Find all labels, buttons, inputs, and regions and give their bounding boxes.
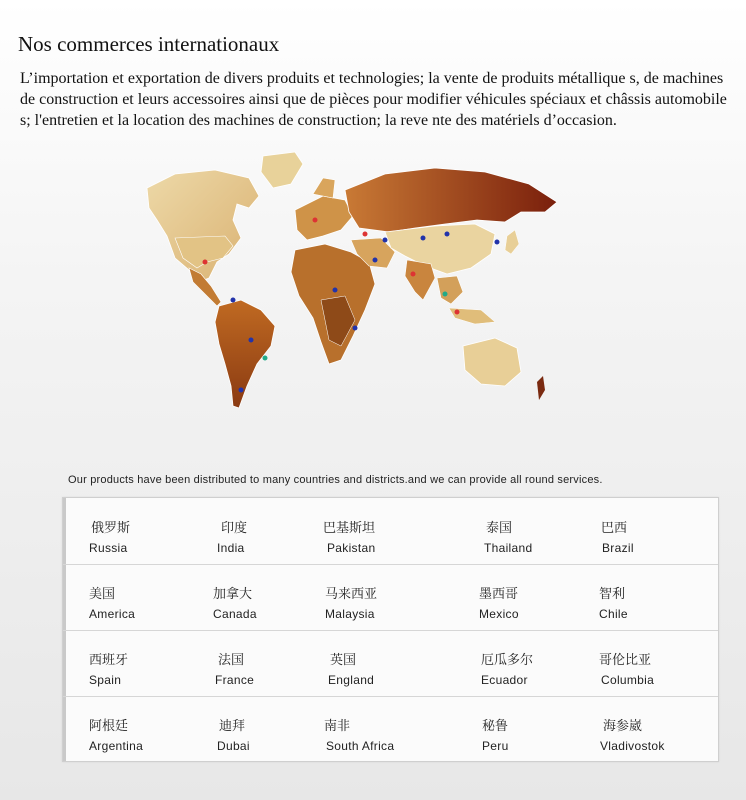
country-name-en: Peru bbox=[482, 739, 509, 753]
country-name-zh: 墨西哥 bbox=[479, 587, 519, 602]
country-name-en: Spain bbox=[89, 673, 122, 687]
country-row bbox=[63, 564, 718, 631]
page-title: Nos commerces internationaux bbox=[18, 32, 280, 56]
country-name-en: England bbox=[328, 673, 375, 687]
country-name-en: Argentina bbox=[89, 739, 144, 753]
country-name-zh: 南非 bbox=[324, 719, 351, 734]
country-name-en: Canada bbox=[213, 607, 257, 621]
country-name-zh: 马来西亚 bbox=[325, 587, 378, 602]
country-name-zh: 迪拜 bbox=[219, 719, 246, 734]
country-name-en: Dubai bbox=[217, 739, 250, 753]
country-name-en: Malaysia bbox=[325, 607, 375, 621]
world-map-icon bbox=[145, 150, 565, 412]
country-name-zh: 俄罗斯 bbox=[91, 521, 131, 536]
country-name-zh: 英国 bbox=[330, 653, 357, 668]
country-name-en: South Africa bbox=[326, 739, 395, 753]
country-name-en: Ecuador bbox=[481, 673, 528, 687]
country-name-zh: 哥伦比亚 bbox=[599, 653, 652, 668]
country-row bbox=[63, 498, 718, 565]
country-name-en: India bbox=[217, 541, 245, 555]
country-row bbox=[63, 696, 718, 762]
country-name-en: Pakistan bbox=[327, 541, 376, 555]
country-name-en: France bbox=[215, 673, 255, 687]
country-row bbox=[63, 630, 718, 697]
business-description: L’importation et exportation de divers produits et technologies; la vente de produits métallique s, de machines de construction et leurs accessoires ainsi que de pièces pour modifier véhicules spéciaux et châssis automobiles; l'entretien et la location des machines de construction; la reve nte des matériels d’occasion. bbox=[20, 70, 727, 129]
country-name-zh: 印度 bbox=[221, 521, 248, 536]
country-name-zh: 美国 bbox=[89, 587, 116, 602]
country-name-en: Russia bbox=[89, 541, 128, 555]
country-name-en: Columbia bbox=[601, 673, 655, 687]
country-name-en: Brazil bbox=[602, 541, 634, 555]
country-name-en: Thailand bbox=[484, 541, 533, 555]
country-name-zh: 巴基斯坦 bbox=[323, 521, 376, 536]
country-name-zh: 泰国 bbox=[486, 521, 513, 536]
country-name-en: Chile bbox=[599, 607, 628, 621]
country-name-en: Mexico bbox=[479, 607, 519, 621]
country-name-zh: 法国 bbox=[218, 653, 245, 668]
country-name-en: Vladivostok bbox=[600, 739, 665, 753]
country-name-zh: 秘鲁 bbox=[482, 719, 509, 734]
country-grid bbox=[62, 497, 719, 762]
country-name-zh: 巴西 bbox=[601, 521, 628, 536]
country-name-zh: 加拿大 bbox=[213, 587, 253, 602]
world-map bbox=[145, 150, 565, 412]
country-name-zh: 阿根廷 bbox=[89, 719, 129, 734]
distribution-caption: Our products have been distributed to many countries and districts.and we can provide all round services. bbox=[68, 474, 603, 486]
country-name-zh: 海参崴 bbox=[603, 719, 643, 734]
country-name-zh: 厄瓜多尔 bbox=[481, 653, 534, 668]
country-name-zh: 西班牙 bbox=[89, 653, 129, 668]
country-name-en: America bbox=[89, 607, 136, 621]
country-name-zh: 智利 bbox=[599, 587, 626, 602]
